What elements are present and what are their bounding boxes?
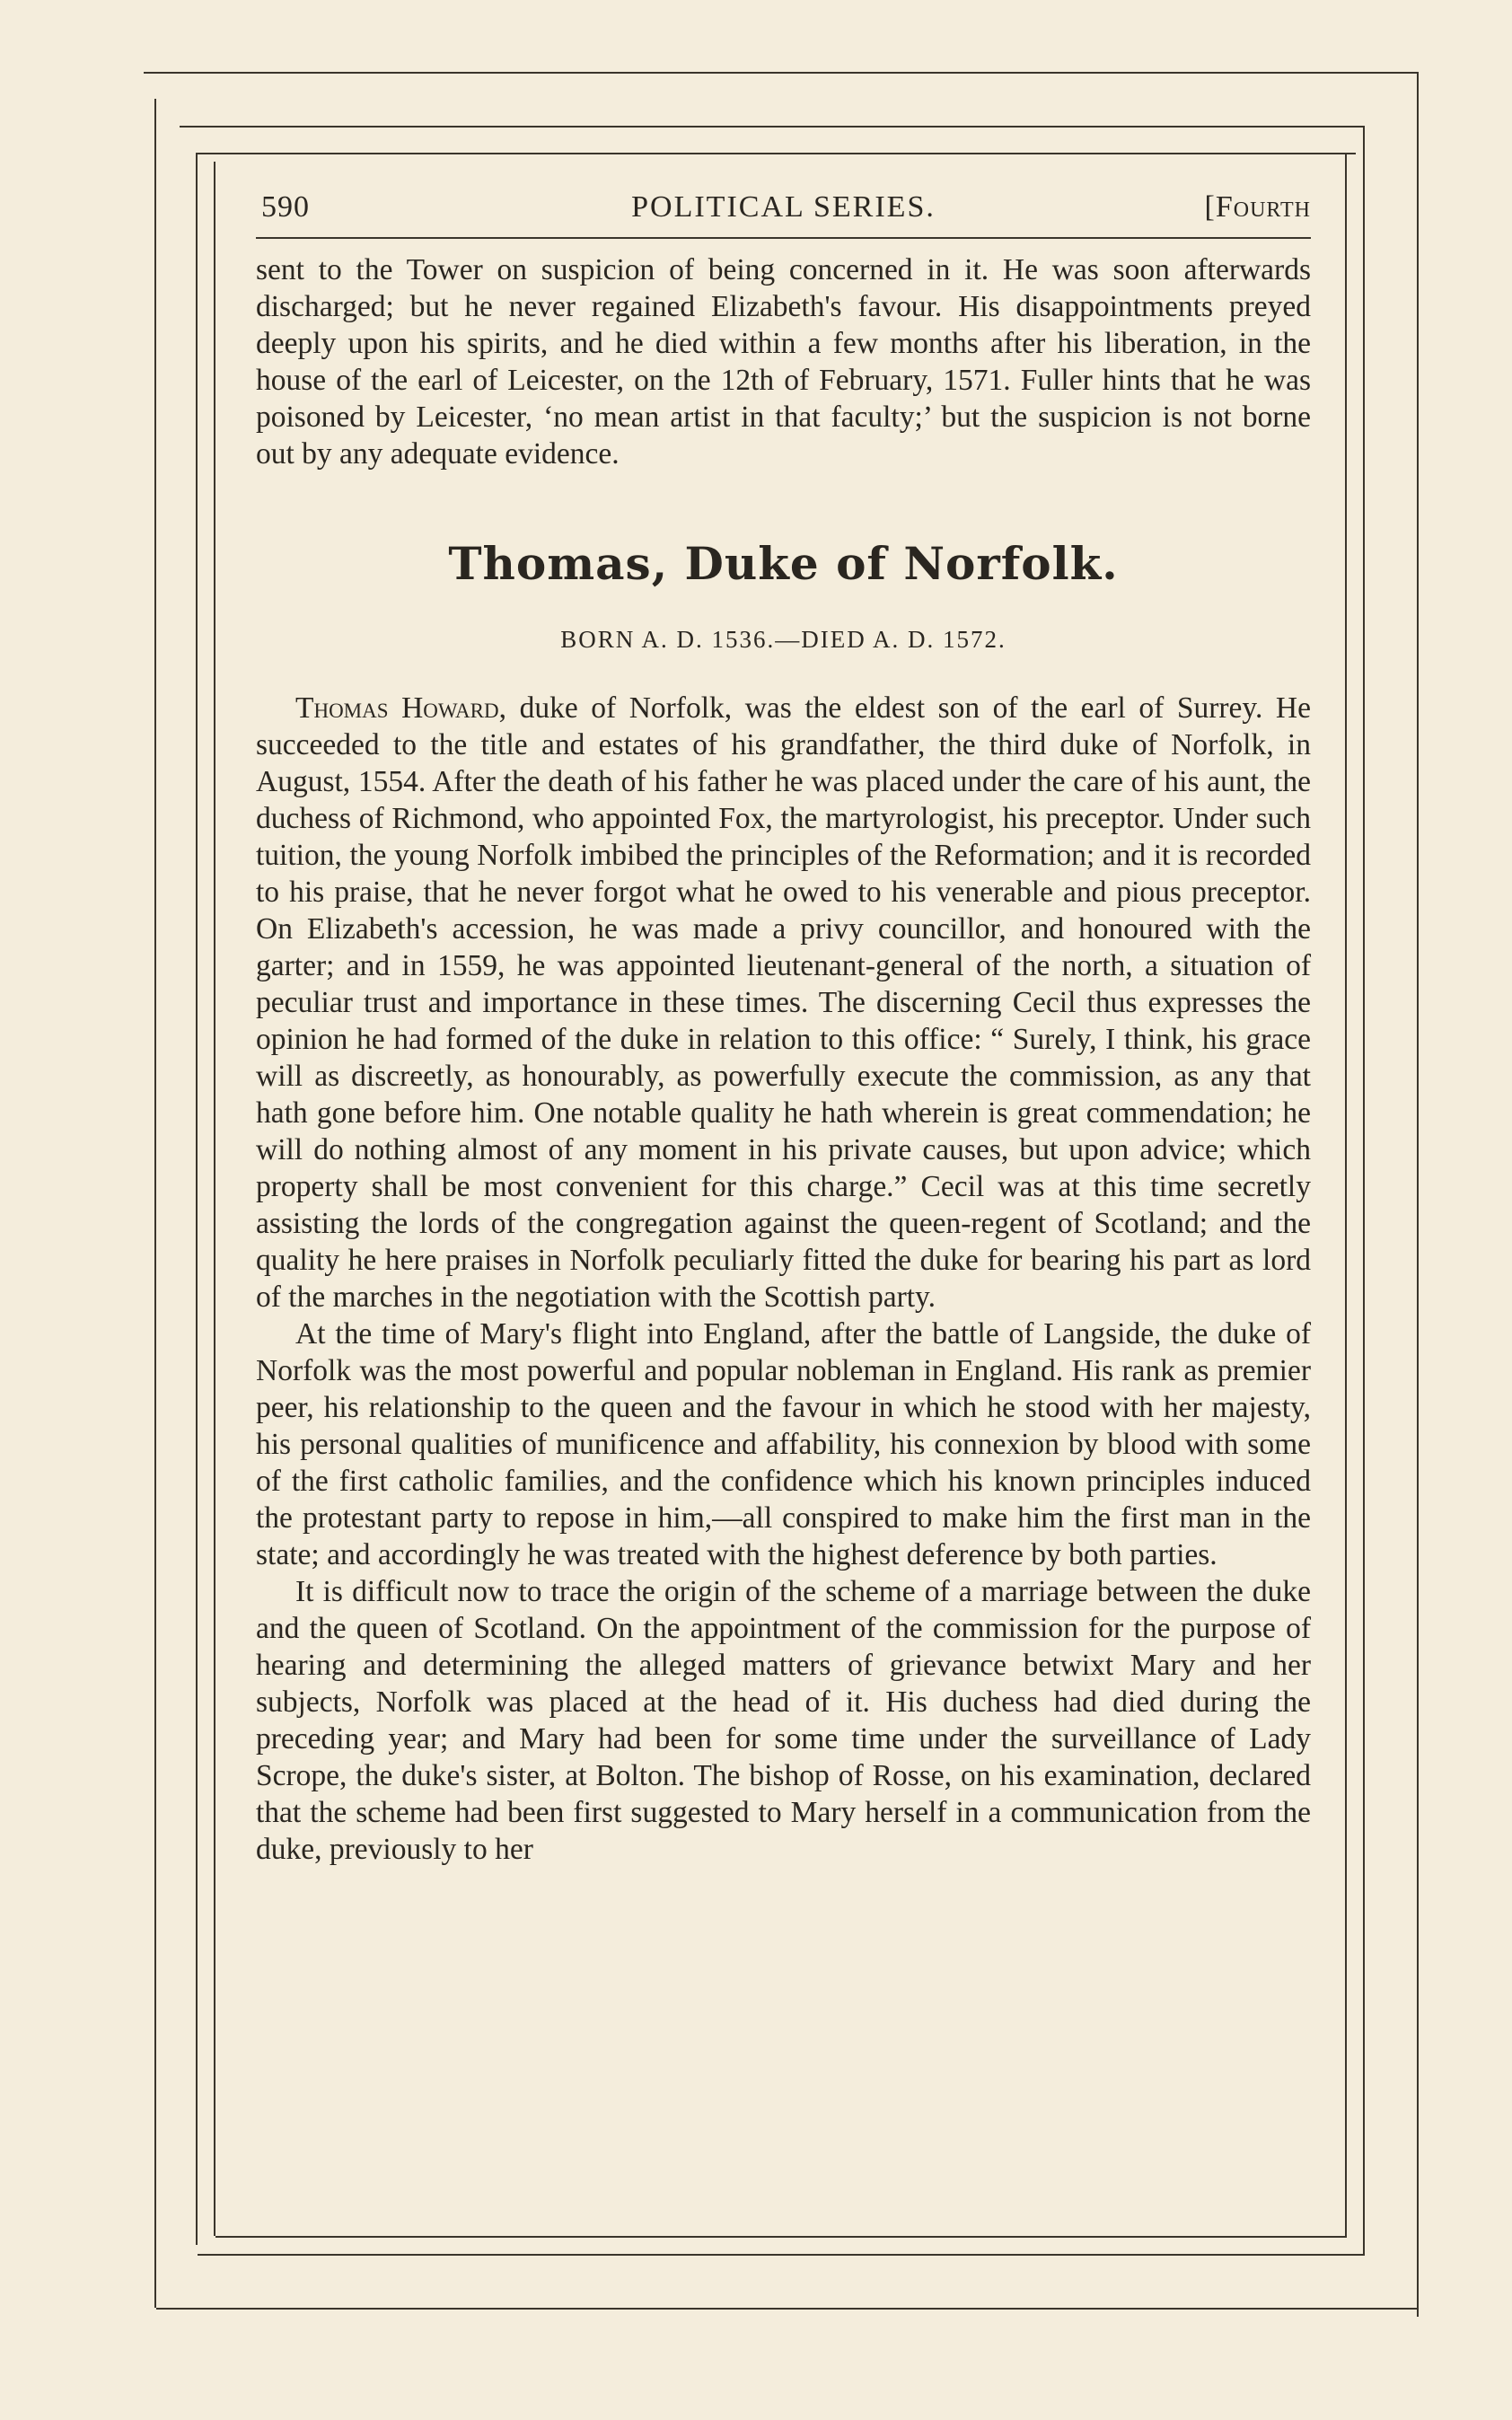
header-rule — [256, 237, 1311, 239]
frame-right-outer — [1417, 72, 1419, 2317]
frame-right-inner-2 — [1345, 153, 1347, 2236]
page-number: 590 — [261, 190, 310, 224]
frame-left-inner — [196, 153, 198, 2245]
article-dates: BORN A. D. 1536.—DIED A. D. 1572. — [560, 626, 1007, 653]
article-paragraph-3: It is difficult now to trace the origin of the scheme of a marriage between the duke and the queen of Scotland. On the appointment of the commission for the purpose of hearing and determining the alleged matters of grievance betwixt Mary and her subjects, Norfolk was placed at the head of it. His duchess had died during the preceding year; and Mary had been for some time under the surveillance of Lady Scrope, the duke's sister, at Bolton. The bishop of Rosse, on his examination, declared that the scheme had been first suggested to Mary herself in a communication from the duke, previously to her — [256, 1575, 1311, 1866]
lead-name: Thomas Howard, — [295, 691, 506, 725]
frame-top-inner — [180, 126, 1365, 128]
running-head — [256, 180, 1311, 230]
intro-text — [256, 251, 1311, 472]
article-title: Thomas, Duke of Norfolk. — [448, 537, 1119, 590]
intro-paragraph: sent to the Tower on suspicion of being concerned in it. He was soon afterwards discharged; but he never regained Elizabeth's favour. His disappointments preyed deeply upon his spirits, and he died within a few months after his liberation, in the house of the earl of Leicester, on the 12th of February, 1571. Fuller hints that he was poisoned by Leicester, ‘no mean artist in that faculty;’ but the suspicion is not borne out by any adequate evidence. — [256, 253, 1311, 471]
article-paragraph-1 — [256, 690, 1311, 1316]
article-body — [256, 690, 1311, 1868]
frame-bottom-outer — [156, 2308, 1419, 2310]
paragraph-1-text: duke of Norfolk, was the eldest son of the earl of Surrey. He succeeded to the title and estates of his grandfather, the third duke of Norfolk, in August, 1554. After the death of his father he was placed under the care of his aunt, the duchess of Richmond, who appointed Fox, the martyrologist, his preceptor. Under such tuition, the young Norfolk imbibed the principles of the Reformation; and it is recorded to his praise, that he never forgot what he owed to his venerable and pious preceptor. On Elizabeth's accession, he was made a privy councillor, and honoured with the garter; and in 1559, he was appointed lieutenant-general of the north, a situation of peculiar trust and importance in these times. The discerning Cecil thus expresses the opinion he had formed of the duke in relation to this office: “ Surely, I think, his grace will as discreetly, as honourably, as powerfully execute the commission, as any that hath gone before him. One notable quality he hath wherein is great commendation; he will do nothing almost of any moment in his private causes, but upon advice; which property shall be most convenient for this charge.” Cecil was at this time secretly assisting the lords of the congregation against the queen-regent of Scotland; and the quality he here praises in Norfolk peculiarly fitted the duke for bearing his part as lord of the marches in the negotiation with the Scottish party. — [256, 691, 1311, 1314]
article-paragraph-2: At the time of Mary's flight into England, after the battle of Langside, the duke of Norfolk was the most powerful and popular nobleman in England. His rank as premier peer, his relationship to the queen and the favour in which he stood with her majesty, his personal qualities of munificence and affability, his connexion by blood with some of the first catholic families, and the confidence which his known principles induced the protestant party to repose in him,—all conspired to make him the first man in the state; and accordingly he was treated with the highest deference by both parties. — [256, 1317, 1311, 1571]
frame-right-inner — [1363, 126, 1365, 2254]
frame-top-inner-2 — [198, 153, 1356, 154]
section-marker: [Fourth — [1204, 190, 1311, 224]
book-page — [256, 180, 1311, 1868]
frame-left-outer — [154, 99, 156, 2308]
series-title: POLITICAL SERIES. — [631, 190, 936, 224]
frame-left-inner-2 — [214, 162, 215, 2236]
frame-bottom-inner-2 — [198, 2254, 1365, 2256]
frame-bottom-inner — [215, 2236, 1347, 2238]
frame-top-outer — [144, 72, 1419, 74]
